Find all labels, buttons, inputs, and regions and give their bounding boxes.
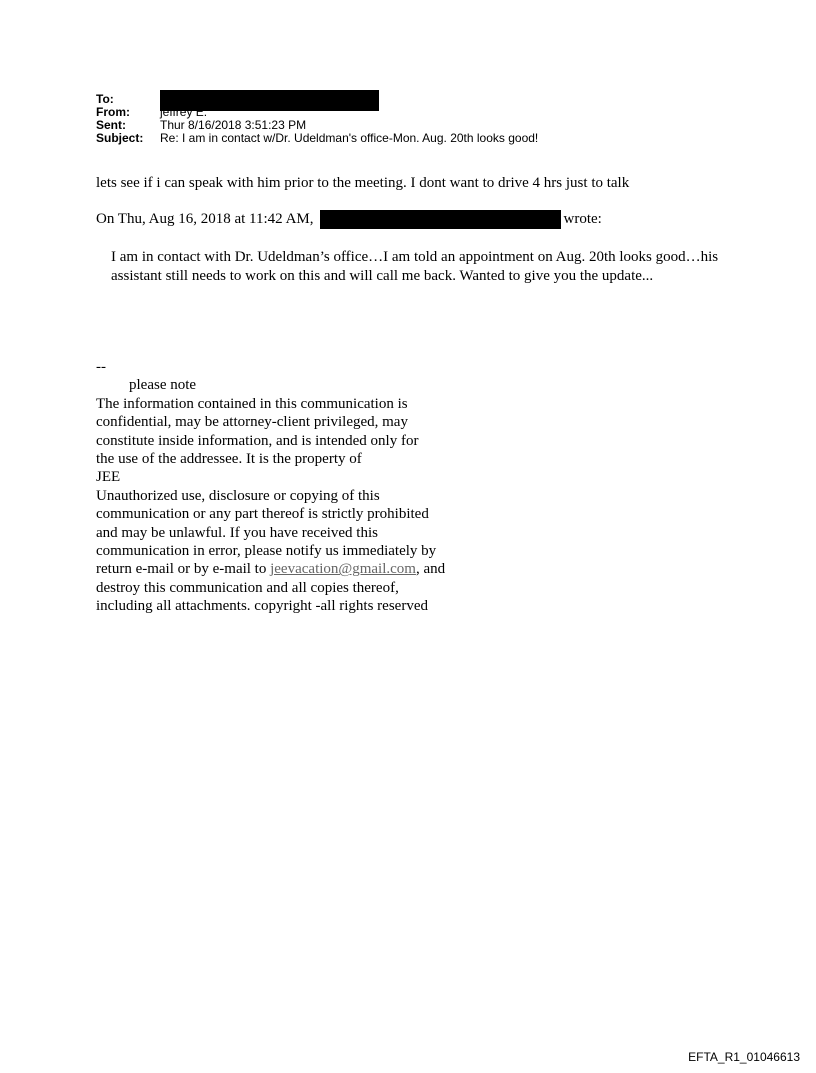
to-label: To: <box>96 92 114 106</box>
quoted-message: I am in contact with Dr. Udeldman’s office…I am told an appointment on Aug. 20th looks good…his assistant still needs to work on this and will call me back. Wanted to give you the update... <box>111 249 719 284</box>
signature-line: destroy this communication and all copies thereof, <box>96 579 399 596</box>
email-line-prefix: return e-mail or by e-mail to <box>96 561 271 578</box>
signature-line: constitute inside information, and is intended only for <box>96 432 419 449</box>
signature-separator: -- <box>96 359 106 375</box>
signature-line: confidential, may be attorney-client privileged, may <box>96 414 408 431</box>
document-id: EFTA_R1_01046613 <box>688 1050 800 1064</box>
attribution-suffix: wrote: <box>563 211 602 227</box>
from-label: From: <box>96 105 130 119</box>
attribution-prefix: On Thu, Aug 16, 2018 at 11:42 AM, <box>96 211 314 227</box>
signature-line: including all attachments. copyright -all rights reserved <box>96 598 428 615</box>
sent-value: Thur 8/16/2018 3:51:23 PM <box>160 118 307 132</box>
reply-text: lets see if i can speak with him prior to the meeting. I dont want to drive 4 hrs just to talk <box>96 175 630 191</box>
signature-line: Unauthorized use, disclosure or copying of this <box>96 487 380 504</box>
quote-attribution <box>96 210 602 229</box>
signature-line: communication in error, please notify us immediately by <box>96 543 437 560</box>
subject-value: Re: I am in contact w/Dr. Udeldman's office-Mon. Aug. 20th looks good! <box>160 131 539 145</box>
redacted-sender <box>320 210 561 229</box>
from-value: jeffrey E. <box>160 105 208 119</box>
signature-note: please note <box>129 377 197 394</box>
sent-label: Sent: <box>96 118 126 132</box>
subject-label: Subject: <box>96 131 144 145</box>
signature-block <box>96 358 445 616</box>
signature-line: the use of the addressee. It is the property of <box>96 451 362 468</box>
signature-line: JEE <box>96 469 121 486</box>
email-header <box>96 93 538 145</box>
signature-line: and may be unlawful. If you have received this <box>96 524 378 541</box>
signature-line: communication or any part thereof is strictly prohibited <box>96 506 429 523</box>
signature-email-line <box>96 560 445 578</box>
email-line-suffix: , and <box>415 561 446 578</box>
email-link[interactable]: jeevacation@gmail.com <box>270 561 416 578</box>
subject-row <box>96 132 538 145</box>
signature-line: The information contained in this communication is <box>96 395 408 412</box>
